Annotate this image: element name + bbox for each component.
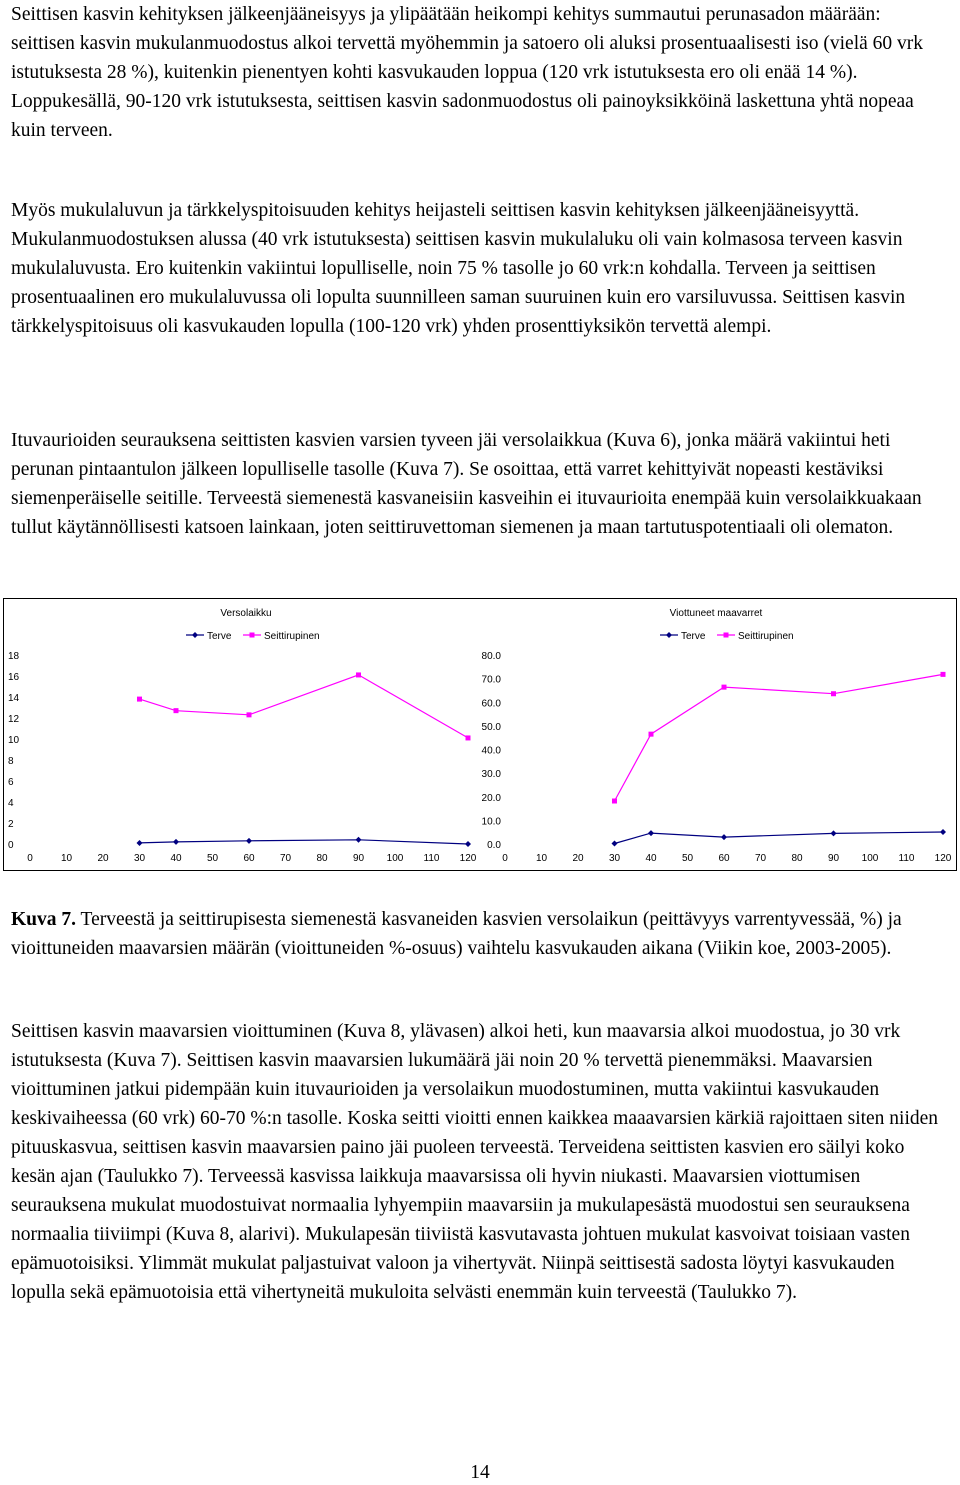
paragraph-3: Ituvaurioiden seurauksena seittisten kasvien varsien tyveen jäi versolaikkua (Kuva 6), jonka määrä vakiintui heti perunan pintaantulon jälkeen lopulliselle tasolle (Kuva 7). Se osoittaa, että varret kehittyivät nopeasti kestäviksi siemenperäiselle seitille. Terveestä siemenestä kasvaneisiin kasveihin ei ituvaurioita enempää kuin versolaikkuakaan tullut käytännöllisesti katsoen lainkaan, joten seittiruvettoman siemenen ja maan tartutuspotentiaali oli olematon. [11,430,922,538]
x-tick-label: 50 [206,853,219,864]
page-number: 14 [470,1462,490,1483]
x-tick-label: 30 [608,853,621,864]
y-tick-label: 0.0 [487,840,501,851]
y-tick-label: 2 [8,819,14,830]
x-tick-label: 70 [754,853,767,864]
data-point-seittirupinen [831,691,836,696]
data-point-seittirupinen [137,697,142,702]
caption-label: Kuva 7. [11,909,77,930]
x-tick-label: 120 [934,853,952,864]
y-tick-label: 12 [8,714,20,725]
y-tick-label: 6 [8,777,14,788]
x-tick-label: 90 [827,853,840,864]
x-tick-label: 110 [423,853,440,864]
figure-charts [0,598,960,871]
y-tick-label: 60.0 [481,698,501,710]
x-tick-label: 10 [535,853,548,864]
legend-label: Seittirupinen [738,631,794,642]
x-tick-label: 70 [279,853,292,864]
data-point-seittirupinen [466,735,471,740]
paragraph-2: Myös mukulaluvun ja tärkkelyspitoisuuden kehitys heijasteli seittisen kasvin kehityksen jälkeenjääneisyyttä. Mukulanmuodostuksen alussa (40 vrk istutuksesta) seittisen kasvin mukulaluku oli vain kolmasosa terveen kasvin mukulaluvusta. Ero kuitenkin vakiintui lopulliselle, noin 75 % tasolle jo 60 vrk:n kohdalla. Terveen ja seittisen prosentuaalinen ero mukulaluvussa oli lopulta suunnilleen saman suuruinen kuin ero varsiluvussa. Seittisen kasvin tärkkelyspitoisuus oli kasvukauden lopulla (100-120 vrk) yhden prosenttiyksikön tervettä alempi. [11,200,906,337]
data-point-terve [648,830,654,836]
data-point-terve [356,837,362,843]
y-tick-label: 30.0 [481,769,501,781]
x-tick-label: 100 [386,853,404,864]
data-point-seittirupinen [356,672,361,677]
y-tick-label: 20.0 [481,792,501,804]
legend-label: Terve [207,631,232,642]
y-tick-label: 80.0 [481,651,501,662]
paragraph-4: Seittisen kasvin maavarsien vioittuminen (Kuva 8, ylävasen) alkoi heti, kun maavarsia alkoi muodostua, jo 30 vrk istutuksesta (Kuva 7). Seittisen kasvin maavarsien lukumäärä jäi noin 20 % tervettä pienemmäksi. Maavarsien vioittuminen jatkui pidempään kuin ituvaurioiden ja versolaikun muodostuminen, mutta vakiintui kasvukauden keskivaiheessa (60 vrk) 60-70 %:n tasolle. Koska seitti vioitti ennen kaikkea maaavarsien kärkiä rajoittaen siten niiden pituuskasvua, seittisen kasvin maavarsien paino jäi puoleen terveestä. Terveidena seittisten kasvien ero säilyi koko kesän ajan (Taulukko 7). Terveessä kasvissa laikkuja maavarsissa oli hyvin niukasti. Maavarsien viottumisen seurauksena mukulat muodostuivat normaalia lyhyempiin maavarsiin ja mukulapesästä muodostui sen seurauksena normaalia tiiviimpi (Kuva 8, alarivi). Mukulapesän tiiviistä kasvutavasta johtuen mukulat kasvoivat toisiaan vasten epämuotoisiksi. Ylimmät mukulat paljastuivat valoon ja vihertyvät. Niinpä seittisestä sadosta löytyi kasvukauden lopulla sekä epämuotoisia että vihertyneitä mukuloita selvästi enemmän kuin terveestä (Taulukko 7). [11,1021,939,1303]
x-tick-label: 80 [791,853,803,864]
y-tick-label: 70.0 [481,674,501,686]
data-point-seittirupinen [612,799,617,804]
series-line-terve [140,840,469,844]
series-line-seittirupinen [140,675,469,738]
y-tick-label: 14 [8,693,20,704]
chart-title: Versolaikku [220,608,272,619]
legend-marker [724,633,729,638]
legend-marker [250,633,255,638]
data-point-terve [940,829,946,835]
data-point-terve [246,838,252,844]
x-tick-label: 10 [60,853,73,864]
x-tick-label: 40 [170,853,182,864]
data-point-seittirupinen [649,732,654,737]
x-tick-label: 60 [243,853,255,864]
y-tick-label: 0 [8,840,14,851]
data-point-terve [612,841,618,847]
legend-label: Terve [681,631,706,642]
data-point-terve [465,841,471,847]
y-tick-label: 18 [8,651,20,662]
data-point-terve [137,840,143,846]
x-tick-label: 60 [718,853,730,864]
series-line-terve [615,832,944,844]
x-tick-label: 80 [316,853,328,864]
y-tick-label: 4 [8,798,14,809]
y-tick-label: 10.0 [481,816,501,828]
chart-title: Viottuneet maavarret [669,608,763,619]
data-point-terve [721,834,727,840]
legend-marker [666,632,672,638]
x-tick-label: 30 [133,853,146,864]
x-tick-label: 110 [898,853,915,864]
x-tick-label: 120 [459,853,477,864]
x-tick-label: 100 [861,853,879,864]
x-tick-label: 20 [572,853,584,864]
y-tick-label: 8 [8,756,14,767]
figure-caption [11,905,941,963]
y-tick-label: 16 [8,672,20,683]
legend-marker [192,632,198,638]
series-line-seittirupinen [615,674,944,801]
data-point-seittirupinen [722,685,727,690]
paragraph-1: Seittisen kasvin kehityksen jälkeenjääneisyys ja ylipäätään heikompi kehitys summautui perunasadon määrään: seittisen kasvin mukulanmuodostus alkoi tervettä myöhemmin ja satoero oli aluksi prosentuaalisesti iso (vielä 60 vrk istutuksesta 28 %), kuitenkin pienentyen kohti kasvukauden loppua (120 vrk istutuksesta ero oli enää 14 %). Loppukesällä, 90-120 vrk istutuksesta, seittisen kasvin sadonmuodostus oli painoyksikköinä laskettuna yhtä nopeaa kuin terveen. [11,4,924,141]
x-tick-label: 50 [681,853,694,864]
data-point-seittirupinen [174,708,179,713]
data-point-terve [831,830,837,836]
y-tick-label: 40.0 [481,745,501,757]
x-tick-label: 40 [645,853,657,864]
x-tick-label: 0 [27,853,33,864]
y-tick-label: 10 [8,735,20,746]
caption-text: Terveestä ja seittirupisesta siemenestä kasvaneiden kasvien versolaikun (peittävyys varrentyvessää, %) ja vioittuneiden maavarsien määrän (vioittuneiden %-osuus) vaihtelu kasvukauden aikana (Viikin koe, 2003-2005). [11,909,902,959]
x-tick-label: 0 [502,853,508,864]
data-point-seittirupinen [941,672,946,677]
data-point-seittirupinen [247,712,252,717]
data-point-terve [173,839,179,845]
x-tick-label: 90 [352,853,365,864]
legend-label: Seittirupinen [264,631,320,642]
y-tick-label: 50.0 [481,721,501,733]
x-tick-label: 20 [97,853,109,864]
